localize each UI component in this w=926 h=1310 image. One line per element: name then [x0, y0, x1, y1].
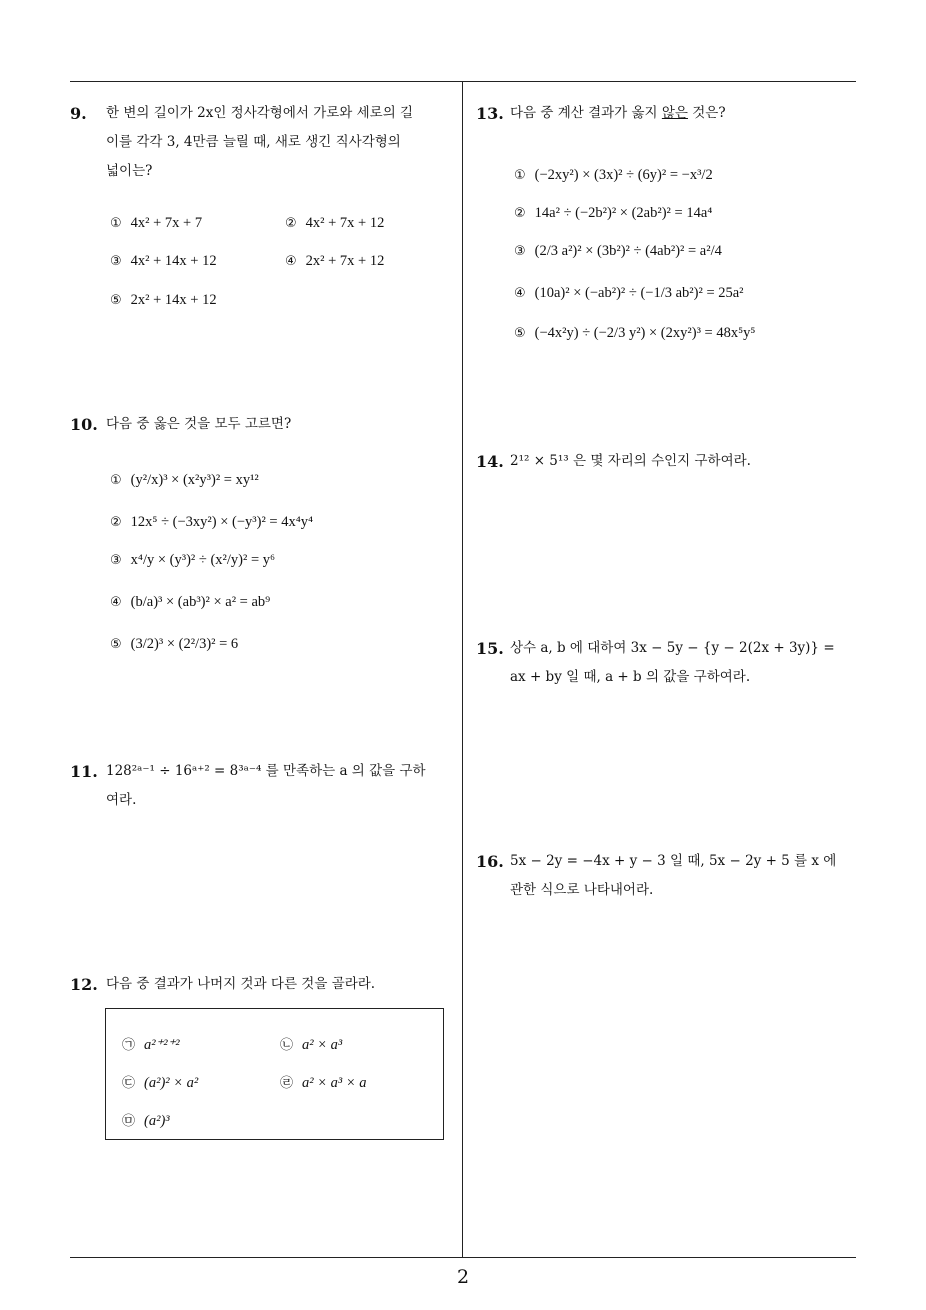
problem-number: 16.	[476, 852, 504, 871]
choice-5[interactable]	[110, 290, 217, 311]
choice-expression: 4x² + 7x + 12	[305, 215, 385, 231]
stem-line: 이를 각각 3, 4만큼 늘릴 때, 새로 생긴 직사각형의	[106, 134, 401, 150]
choice-c[interactable]	[122, 1073, 198, 1094]
page-number: 2	[456, 1266, 470, 1288]
choice-d[interactable]	[280, 1073, 367, 1094]
choice-expression: x⁴/y × (y³)² ÷ (x²/y)² = y⁶	[130, 552, 276, 568]
choice-mark: ④	[110, 595, 122, 610]
choice-mark: ㉢	[122, 1076, 136, 1091]
problem-stem	[510, 849, 856, 903]
choice-expression: (2/3 a²)² × (3b²)² ÷ (4ab²)² = a²/4	[534, 243, 722, 259]
choice-mark: ④	[285, 254, 297, 269]
column-divider	[462, 82, 463, 1258]
choice-a[interactable]	[122, 1035, 180, 1056]
stem-line: 관한 식으로 나타내어라.	[510, 882, 654, 898]
problem-number: 15.	[476, 639, 504, 658]
choice-3[interactable]	[110, 550, 275, 571]
problem-stem	[106, 101, 458, 184]
choice-b[interactable]	[280, 1035, 342, 1056]
choice-expression: 4x² + 14x + 12	[130, 253, 217, 269]
stem-line: ax + by 일 때, a + b 의 값을 구하여라.	[510, 669, 751, 685]
problem-stem: 2¹² × 5¹³ 은 몇 자리의 수인지 구하여라.	[510, 453, 751, 469]
problem-12	[70, 972, 460, 1002]
choice-mark: ②	[514, 206, 526, 221]
choice-mark: ②	[285, 216, 297, 231]
choice-4[interactable]	[285, 251, 384, 272]
choice-expression: (b/a)³ × (ab³)² × a² = ab⁹	[130, 594, 271, 610]
choice-expression: 2x² + 7x + 12	[305, 253, 385, 269]
choice-expression: (y²/x)³ × (x²y³)² = xy¹²	[130, 472, 259, 488]
problem-13	[476, 101, 858, 361]
choice-mark: ㉡	[280, 1038, 294, 1053]
problem-number: 13.	[476, 104, 504, 123]
choice-mark: ㉤	[122, 1114, 136, 1129]
problem-number: 11.	[70, 762, 98, 781]
choice-mark: ⑤	[514, 326, 526, 341]
choice-1[interactable]	[110, 470, 259, 491]
choice-2[interactable]	[110, 512, 313, 533]
problem-10	[70, 412, 460, 672]
choice-mark: ②	[110, 515, 122, 530]
choice-mark: ㉠	[122, 1038, 136, 1053]
choice-expression: 4x² + 7x + 7	[130, 215, 203, 231]
choice-mark: ①	[110, 473, 122, 488]
choice-expression: 12x⁵ ÷ (−3xy²) × (−y³)² = 4x⁴y⁴	[130, 514, 314, 530]
stem-line: 한 변의 길이가 2x인 정사각형에서 가로와 세로의 길	[106, 105, 414, 121]
choice-e[interactable]	[122, 1111, 170, 1132]
choice-expression: 14a² ÷ (−2b²)² × (2ab²)² = 14a⁴	[534, 205, 713, 221]
choice-2[interactable]	[514, 203, 712, 224]
choice-mark: ④	[514, 286, 526, 301]
problem-stem	[510, 101, 726, 126]
choice-1[interactable]	[110, 213, 202, 234]
stem-text: 다음 중 계산 결과가 옳지	[510, 105, 662, 121]
choice-mark: ⑤	[110, 293, 122, 308]
choice-mark: ③	[514, 244, 526, 259]
problem-stem: 다음 중 옳은 것을 모두 고르면?	[106, 416, 292, 432]
stem-underlined-text: 않은	[661, 105, 688, 121]
choice-expression: a²⁺²⁺²	[144, 1037, 180, 1053]
stem-line: 상수 a, b 에 대하여 3x − 5y − {y − 2(2x + 3y)} =	[510, 640, 835, 656]
problem-14	[476, 449, 858, 479]
stem-text: 것은?	[687, 105, 726, 121]
choice-mark: ㉣	[280, 1076, 294, 1091]
choice-expression: (−4x²y) ÷ (−2/3 y²) × (2xy²)³ = 48x⁵y⁵	[534, 325, 756, 341]
problem-stem	[510, 636, 856, 690]
problem-number: 10.	[70, 415, 98, 434]
problem-stem	[106, 759, 458, 813]
choice-expression: (10a)² × (−ab²)² ÷ (−1/3 ab²)² = 25a²	[534, 285, 744, 301]
choice-expression: a² × a³	[302, 1037, 343, 1053]
choice-mark: ⑤	[110, 637, 122, 652]
choice-mark: ③	[110, 254, 122, 269]
choice-expression: 2x² + 14x + 12	[130, 292, 217, 308]
choice-expression: a² × a³ × a	[302, 1075, 367, 1091]
problem-16	[476, 849, 858, 909]
bottom-rule	[70, 1257, 856, 1258]
choice-4[interactable]	[514, 283, 744, 304]
choice-1[interactable]	[514, 165, 713, 186]
stem-line: 128²ᵃ⁻¹ ÷ 16ᵃ⁺² = 8³ᵃ⁻⁴ 를 만족하는 a 의 값을 구하	[106, 763, 426, 779]
stem-line: 여라.	[106, 792, 137, 808]
stem-line: 5x − 2y = −4x + y − 3 일 때, 5x − 2y + 5 를 x 에	[510, 853, 837, 869]
choice-5[interactable]	[514, 323, 755, 344]
problem-15	[476, 636, 858, 696]
choice-mark: ①	[110, 216, 122, 231]
choice-box	[105, 1008, 444, 1140]
choice-3[interactable]	[514, 241, 722, 262]
choice-2[interactable]	[285, 213, 384, 234]
choice-5[interactable]	[110, 634, 238, 655]
top-rule	[70, 81, 856, 82]
stem-line: 넓이는?	[106, 163, 153, 179]
choice-4[interactable]	[110, 592, 270, 613]
problem-number: 14.	[476, 452, 504, 471]
problem-stem: 다음 중 결과가 나머지 것과 다른 것을 골라라.	[106, 976, 376, 992]
problem-11	[70, 759, 460, 819]
choice-expression: (a²)² × a²	[144, 1075, 199, 1091]
choice-expression: (3/2)³ × (2²/3)² = 6	[130, 636, 239, 652]
choice-3[interactable]	[110, 251, 217, 272]
problem-number: 12.	[70, 975, 98, 994]
choice-expression: (−2xy²) × (3x)² ÷ (6y)² = −x³/2	[534, 167, 713, 183]
problem-number: 9.	[70, 104, 87, 123]
choice-mark: ①	[514, 168, 526, 183]
choice-mark: ③	[110, 553, 122, 568]
problem-9	[70, 101, 460, 321]
choice-expression: (a²)³	[144, 1113, 170, 1129]
